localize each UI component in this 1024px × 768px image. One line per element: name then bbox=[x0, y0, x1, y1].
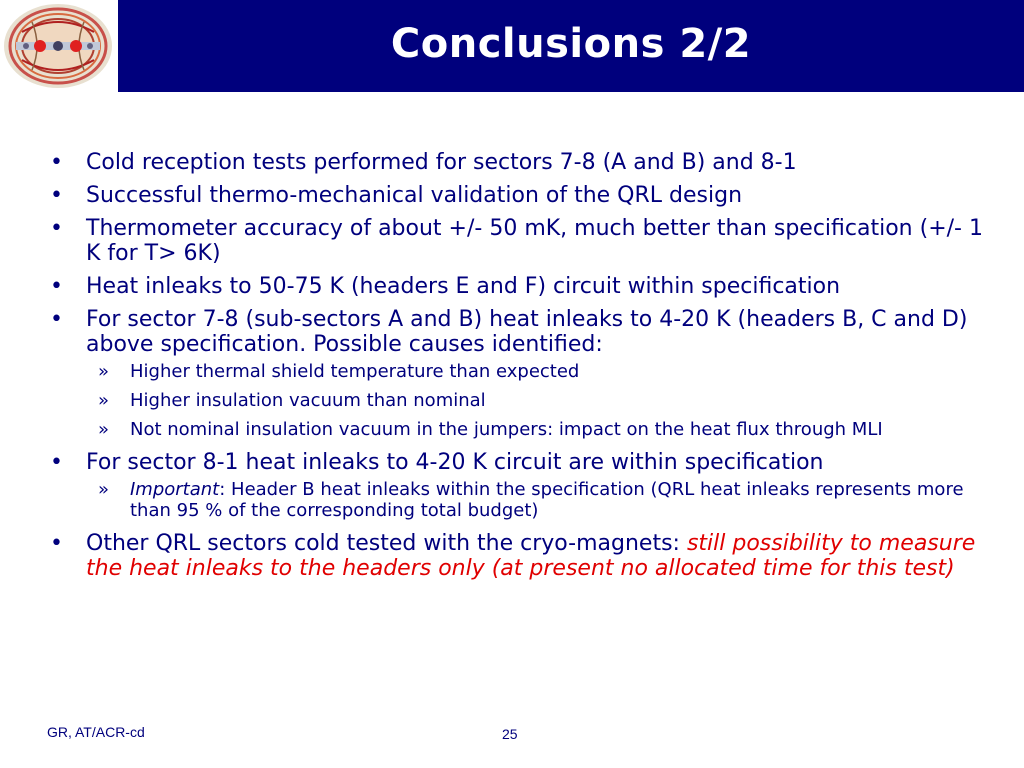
particle-collision-logo bbox=[2, 2, 114, 90]
bullet-item bbox=[46, 307, 996, 357]
bullet-item bbox=[46, 450, 996, 475]
bullet-item bbox=[46, 274, 996, 299]
bullet-text: Cold reception tests performed for sectors 7-8 (A and B) and 8-1 bbox=[86, 150, 797, 175]
sub-bullet-icon: » bbox=[98, 419, 110, 440]
sub-bullet-text: Higher insulation vacuum than nominal bbox=[130, 390, 486, 411]
bullet-text: For sector 8-1 heat inleaks to 4-20 K circuit are within specification bbox=[86, 450, 824, 475]
page-number: 25 bbox=[502, 726, 518, 742]
slide-title: Conclusions 2/2 bbox=[390, 21, 752, 67]
bullet-item bbox=[46, 150, 996, 175]
bullet-icon: • bbox=[50, 183, 63, 208]
bullet-text: Successful thermo-mechanical validation of the QRL design bbox=[86, 183, 743, 208]
sub-bullet-icon: » bbox=[98, 390, 110, 411]
bullet-text: Thermometer accuracy of about +/- 50 mK, much better than specification (+/- 1 K for T> 6K) bbox=[86, 216, 983, 266]
sub-bullet-text: Higher thermal shield temperature than expected bbox=[130, 361, 580, 382]
bullet-icon: • bbox=[50, 450, 63, 475]
bullet-text: Other QRL sectors cold tested with the cryo-magnets: bbox=[86, 531, 687, 556]
bullet-emphasis: still possibility to measure the heat inleaks to the headers only (at present no allocated time for this test) bbox=[86, 531, 976, 581]
bullet-item bbox=[46, 183, 996, 208]
sub-bullet-item bbox=[46, 479, 996, 521]
bullet-icon: • bbox=[50, 274, 63, 299]
bullet-icon: • bbox=[50, 150, 63, 175]
sub-bullet-item bbox=[46, 390, 996, 411]
bullet-text: Heat inleaks to 50-75 K (headers E and F) circuit within specification bbox=[86, 274, 841, 299]
sub-bullet-icon: » bbox=[98, 479, 110, 500]
footer-author: GR, AT/ACR-cd bbox=[47, 724, 145, 740]
sub-bullet-item bbox=[46, 361, 996, 382]
bullet-icon: • bbox=[50, 307, 63, 332]
bullet-icon: • bbox=[50, 216, 63, 241]
sub-bullet-lead: Important bbox=[130, 479, 220, 500]
bullet-item bbox=[46, 531, 996, 581]
bullet-icon: • bbox=[50, 531, 63, 556]
bullet-text: For sector 7-8 (sub-sectors A and B) heat inleaks to 4-20 K (headers B, C and D) above specification. Possible causes identified: bbox=[86, 307, 968, 357]
sub-bullet-item bbox=[46, 419, 996, 440]
sub-bullet-icon: » bbox=[98, 361, 110, 382]
bullet-item bbox=[46, 216, 996, 266]
sub-bullet-text: : Header B heat inleaks within the specification (QRL heat inleaks represents more than 95 % of the corresponding total budget) bbox=[130, 479, 964, 521]
bullet-list bbox=[46, 150, 996, 589]
sub-bullet-text: Not nominal insulation vacuum in the jumpers: impact on the heat flux through MLI bbox=[130, 419, 883, 440]
